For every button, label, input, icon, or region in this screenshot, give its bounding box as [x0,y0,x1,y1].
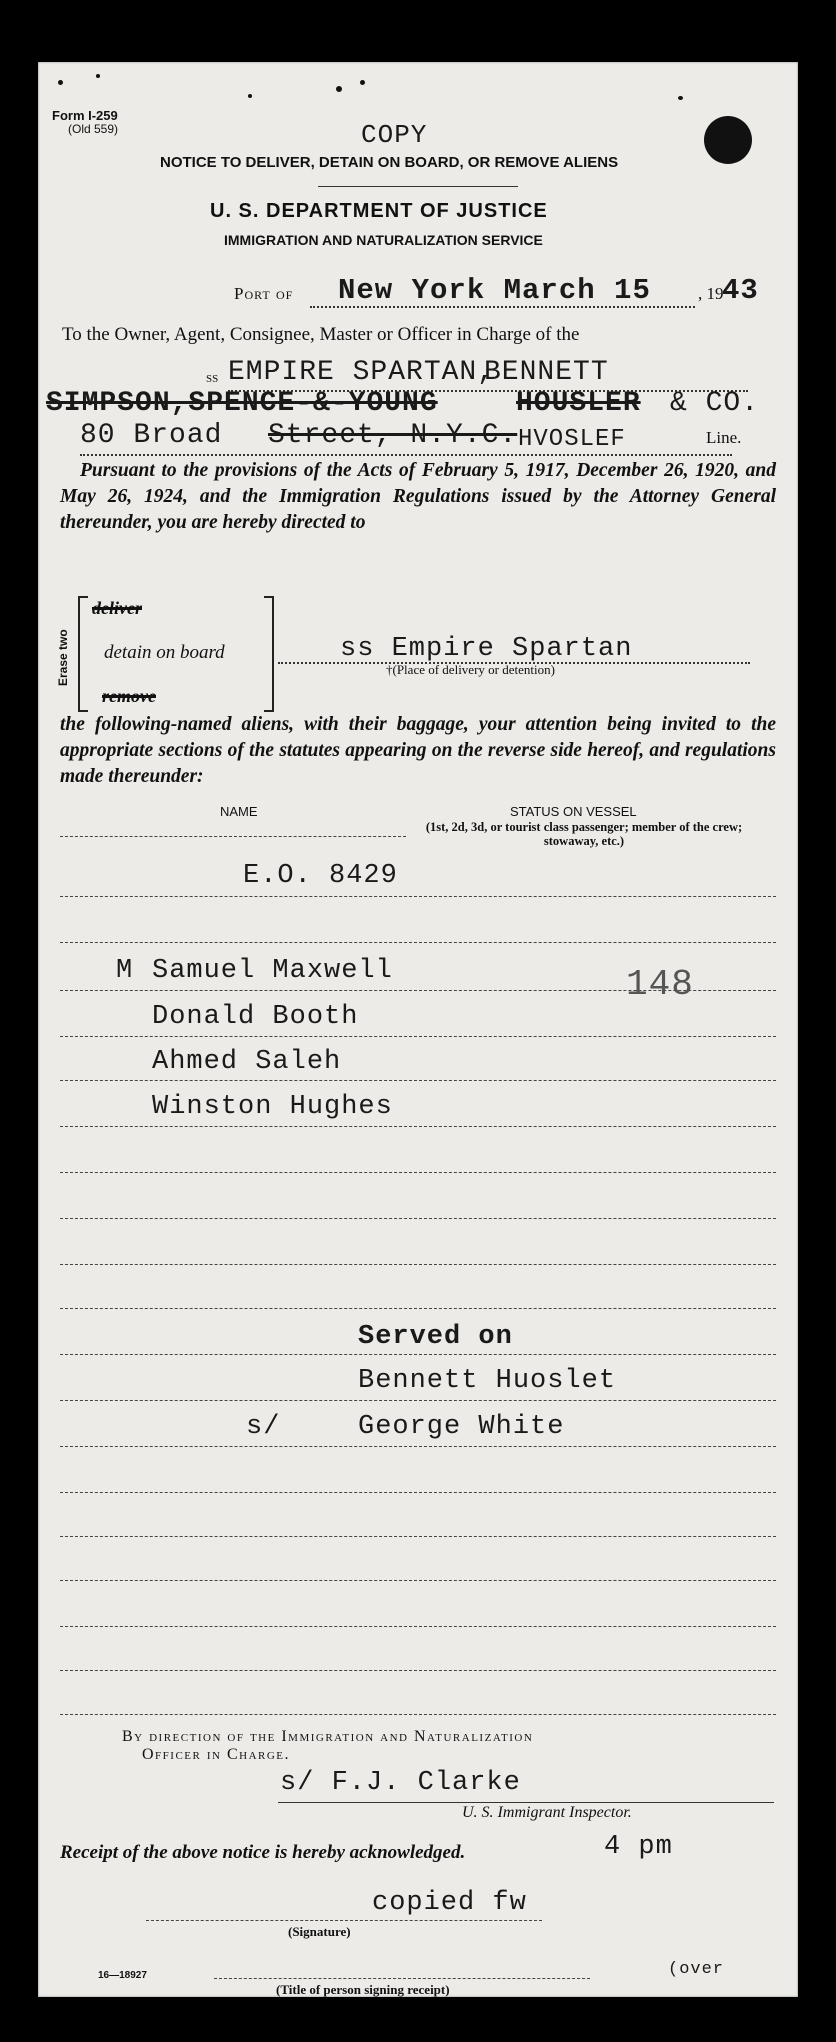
receipt-time: 4 pm [604,1832,673,1862]
direction-text-1: By direction of the Immigration and Naturalization [122,1728,534,1745]
vessel-line-2 [80,454,732,456]
entry-line [60,942,776,943]
receipt-text: Receipt of the above notice is hereby acknowledged. [60,1842,466,1863]
served-on: Served on [358,1322,513,1352]
port-label: Port of [234,284,294,303]
ss-label: ss [206,370,219,386]
entry-line [60,896,776,897]
ink-speck [96,74,100,78]
entry-line [60,1536,776,1537]
alien-name: Winston Hughes [152,1092,393,1122]
entry-line [60,1492,776,1493]
served-name: Bennett Huoslet [358,1366,617,1396]
agent-co: & CO. [670,388,760,419]
title-label: (Title of person signing receipt) [276,1982,450,1997]
service-title: IMMIGRATION AND NATURALIZATION SERVICE [224,232,543,248]
heading-rule [318,186,518,187]
ink-speck [360,80,365,85]
entry-line [60,1714,776,1715]
remove-struck: remove [102,686,156,706]
served-signed-prefix: s/ [246,1412,281,1442]
ship-name: EMPIRE SPARTAN, [228,357,496,388]
hvoslef: HVOSLEF [518,426,626,453]
department-title: U. S. DEPARTMENT OF JUSTICE [210,200,548,222]
following-text: the following-named aliens, with their baggage, your attention being invited to the appropriate sections of the statutes appearing on the reverse side hereof, and regulations made thereunder: [60,714,776,787]
deliver-struck: deliver [92,598,142,618]
title-line [214,1978,590,1979]
status-number: 148 [626,964,694,1005]
alien-name: Donald Booth [152,1002,359,1032]
bennett-name: BENNETT [484,357,609,388]
print-code: 16—18927 [98,1970,147,1981]
port-year-suffix: 43 [722,274,759,307]
ink-speck [336,86,342,92]
alien-name: Ahmed Saleh [152,1047,342,1077]
column-name-header: NAME [220,804,258,819]
detain-label: detain on board [104,642,225,663]
address-struck: Street, N.Y.C. [268,420,518,451]
entry-line [60,1580,776,1581]
ink-speck [678,96,683,100]
entry-line [60,1036,776,1037]
entry-line [60,1354,776,1355]
port-value: New York March 15 [338,274,651,307]
entry-line [60,1264,776,1265]
entry-line [60,1126,776,1127]
entry-line [60,1080,776,1081]
address: 80 Broad [80,420,223,451]
erase-two-label: Erase two [56,629,70,686]
entry-line [60,1446,776,1447]
inspector-signature: s/ F.J. Clarke [280,1768,521,1798]
signature-line [146,1920,542,1921]
order-ref: E.O. 8429 [243,861,398,891]
form-number: Form I-259 [52,108,118,123]
inspector-title: U. S. Immigrant Inspector. [462,1804,632,1821]
entry-line [60,1626,776,1627]
copy-stamp: COPY [361,120,428,150]
served-signed-name: George White [358,1412,565,1442]
alien-name: Samuel Maxwell [152,956,393,986]
entry-line [60,1308,776,1309]
column-status-header: STATUS ON VESSEL [510,804,637,819]
left-bracket [78,596,88,712]
entry-line [60,1218,776,1219]
agent-struck: SIMPSON,SPENCE-&-YOUNG [46,388,438,419]
right-bracket [264,596,274,712]
signature-value: copied fw [372,1888,527,1918]
entry-line [60,1400,776,1401]
entry-line [60,1172,776,1173]
entry-line [60,1670,776,1671]
agent-struck-2: HOUSLER [516,388,641,419]
notice-form-page [38,62,798,1997]
alien-prefix: M [116,956,134,986]
place-caption: †(Place of delivery or detention) [386,662,555,677]
column-status-note: (1st, 2d, 3d, or tourist class passenger; member of the crew; stowaway, etc.) [425,820,743,848]
direction-text-2: Officer in Charge. [142,1746,291,1763]
pursuant-text: Pursuant to the provisions of the Acts of February 5, 1917, December 26, 1920, and May 26, 1924, and the Immigration Regulations issued by the Attorney General thereunder, you are hereby directed to [60,460,776,533]
notice-heading: NOTICE TO DELIVER, DETAIN ON BOARD, OR REMOVE ALIENS [160,154,619,171]
ink-speck [58,80,63,85]
owner-line: To the Owner, Agent, Consignee, Master or Officer in Charge of the [62,324,580,345]
signature-label: (Signature) [288,1924,351,1939]
place-value: ss Empire Spartan [340,634,633,664]
over-label: (over [668,1960,725,1979]
line-label: Line. [706,428,742,447]
punch-hole [704,116,752,164]
ink-speck [248,94,252,98]
entry-line [60,836,406,837]
port-year-prefix: , 19 [698,284,724,303]
inspector-line [278,1802,774,1803]
old-form-number: (Old 559) [68,122,119,136]
